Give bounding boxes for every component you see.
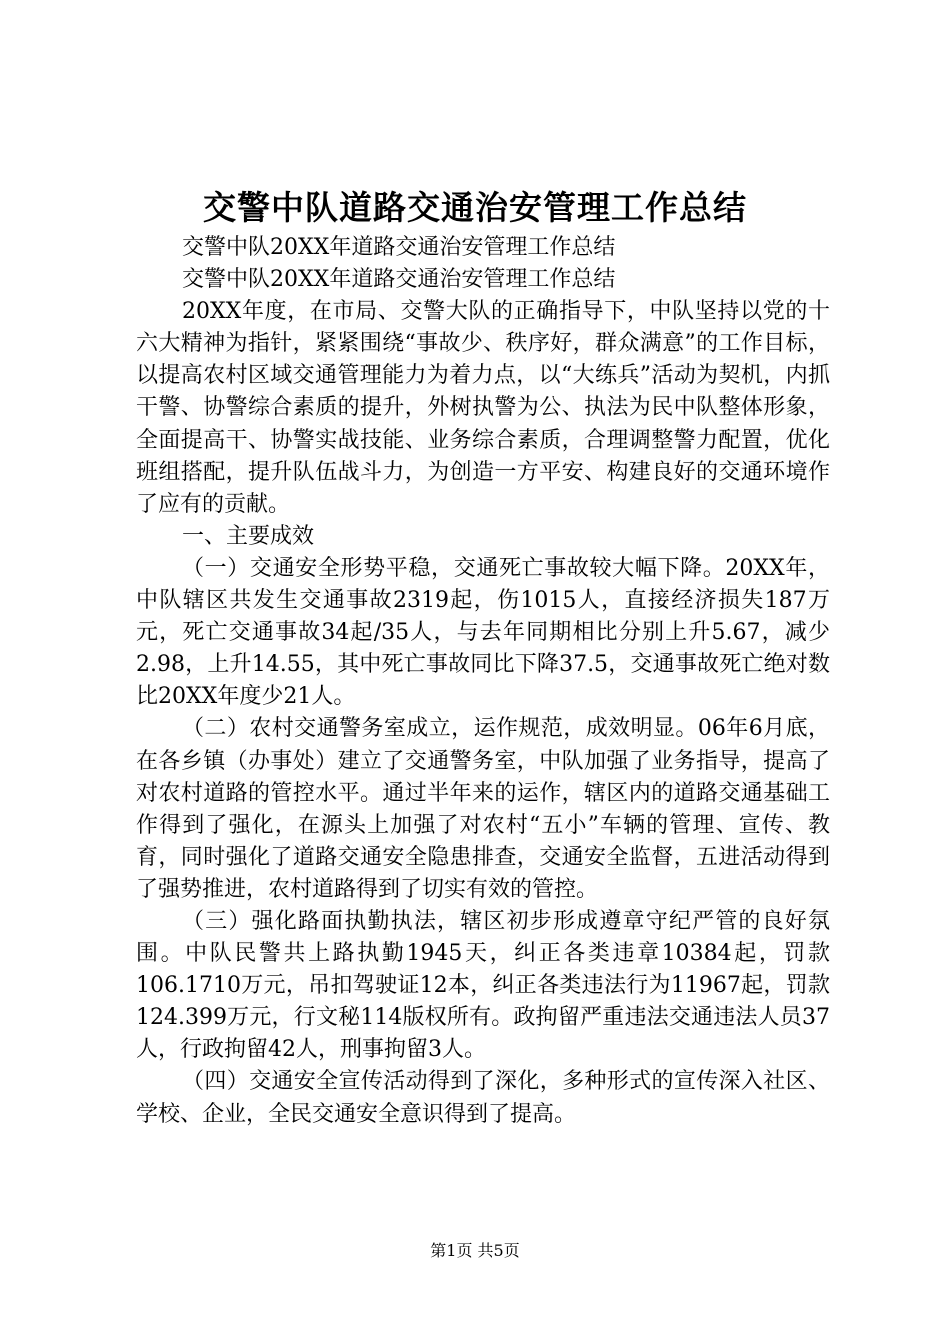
document-title: 交警中队道路交通治安管理工作总结 <box>203 188 747 227</box>
subtitle-line: 交警中队20XX年道路交通治安管理工作总结 <box>182 267 616 293</box>
paragraph-item-1: （一）交通安全形势平稳，交通死亡事故较大幅下降。20XX年，中队辖区共发生交通事故2319起，伤1015人，直接经济损失187万元，死亡交通事故34起/35人，与去年同期相比分别上升5.67，减少2.98，上升14.55，其中死亡事故同比下降37.5，交通事故死亡绝对数比20XX年度少21人。 <box>136 555 830 710</box>
subtitle-line: 交警中队20XX年道路交通治安管理工作总结 <box>182 235 616 260</box>
page-footer: 第1页 共5页 <box>430 1241 520 1260</box>
paragraph-item-2: （二）农村交通警务室成立，运作规范，成效明显。06年6月底，在各乡镇（办事处）建立了交通警务室，中队加强了业务指导，提高了对农村道路的管控水平。通过半年来的运作，辖区内的道路交通基础工作得到了强化，在源头上加强了对农村“五小”车辆的管理、宣传、教育，同时强化了道路交通安全隐患排查，交通安全监督，五进活动得到了强势推进，农村道路得到了切实有效的管控。 <box>136 716 830 902</box>
paragraph-item-4: （四）交通安全宣传活动得到了深化，多种形式的宣传深入社区、学校、企业，全民交通安全意识得到了提高。 <box>136 1069 830 1127</box>
paragraph-item-3: （三）强化路面执勤执法，辖区初步形成遵章守纪严管的良好氛围。中队民警共上路执勤1945天，纠正各类违章10384起，罚款106.1710万元，吊扣驾驶证12本，纠正各类违法行为11967起，罚款124.399万元，行文秘114版权所有。政拘留严重违法交通违法人员37人，行政拘留42人，刑事拘留3人。 <box>136 908 830 1063</box>
section-heading: 一、主要成效 <box>182 523 315 549</box>
document-body <box>136 232 830 1131</box>
paragraph-intro: 20XX年度，在市局、交警大队的正确指导下，中队坚持以党的十六大精神为指针，紧紧围绕“事故少、秩序好，群众满意”的工作目标，以提高农村区域交通管理能力为着力点，以“大练兵”活动为契机，内抓干警、协警综合素质的提升，外树执警为公、执法为民中队整体形象，全面提高干、协警实战技能、业务综合素质，合理调整警力配置，优化班组搭配，提升队伍战斗力，为创造一方平安、构建良好的交通环境作了应有的贡献。 <box>136 299 830 517</box>
